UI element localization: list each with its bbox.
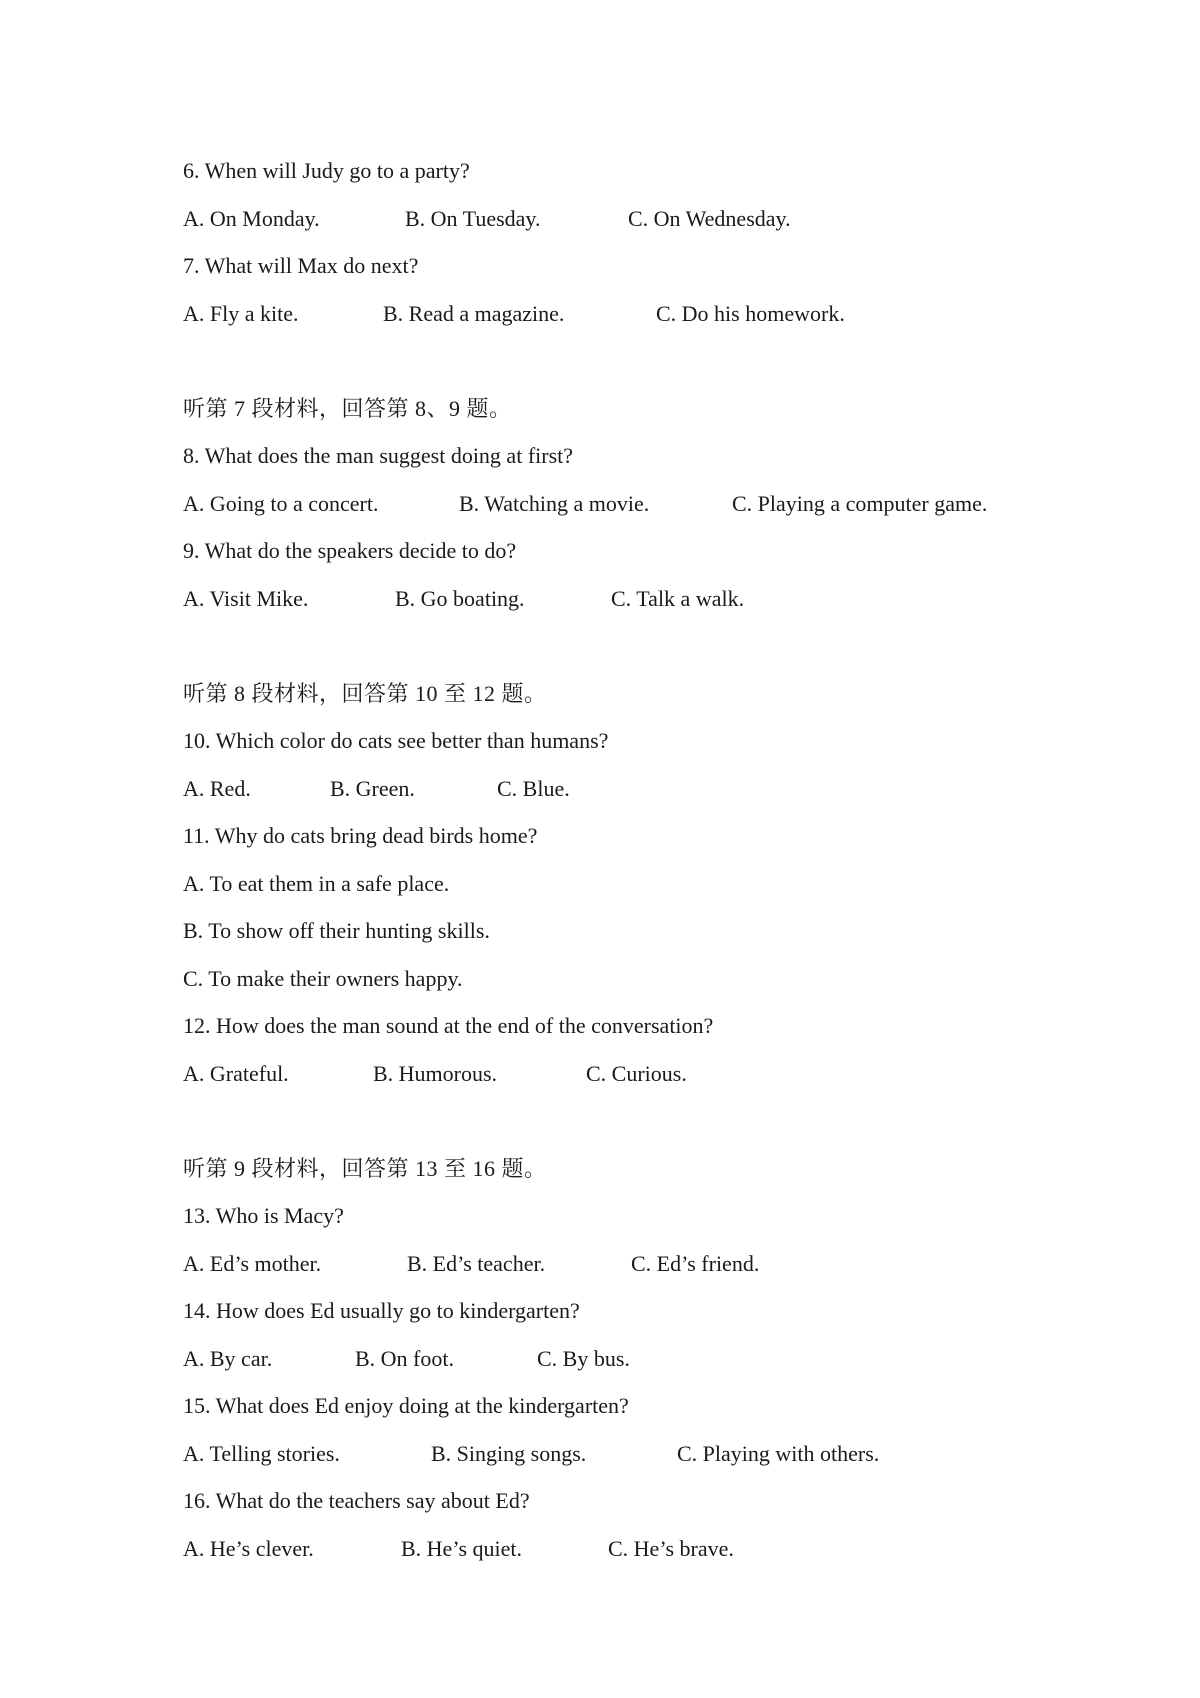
answer-option-c: C. Do his homework. (656, 300, 845, 326)
question-line: A. To eat them in a safe place. (183, 870, 450, 896)
answer-options-row (183, 1436, 1143, 1484)
question-line: 16. What do the teachers say about Ed? (183, 1488, 530, 1513)
section-spacer (183, 343, 1143, 391)
answer-option-b: B. Singing songs. (431, 1440, 587, 1466)
answer-options-row (183, 486, 1143, 534)
answer-option-a: A. Telling stories. (183, 1440, 340, 1466)
answer-option-c: C. Ed’s friend. (631, 1250, 760, 1276)
question-line: B. To show off their hunting skills. (183, 918, 490, 943)
answer-option-c: C. Blue. (497, 775, 570, 801)
answer-option-b: B. He’s quiet. (401, 1535, 522, 1561)
answer-option-a: A. Grateful. (183, 1060, 289, 1086)
question-line: C. To make their owners happy. (183, 965, 463, 991)
answer-option-c: C. On Wednesday. (628, 205, 791, 231)
answer-options-row (183, 1056, 1143, 1104)
answer-option-b: B. Go boating. (395, 585, 525, 611)
answer-option-a: A. Going to a concert. (183, 490, 379, 516)
answer-option-c: C. Talk a walk. (611, 585, 745, 611)
question-line: 13. Who is Macy? (183, 1203, 344, 1228)
answer-options-row (183, 1246, 1143, 1294)
section-heading: 听第 9 段材料，回答第 13 至 16 题。 (183, 1155, 547, 1181)
section-spacer (183, 1103, 1143, 1151)
question-line: 7. What will Max do next? (183, 253, 419, 278)
answer-option-b: B. Green. (330, 775, 415, 801)
answer-option-a: A. By car. (183, 1345, 273, 1371)
answer-option-c: C. Playing a computer game. (732, 490, 988, 516)
question-line: 10. Which color do cats see better than humans? (183, 728, 609, 753)
answer-option-a: A. Ed’s mother. (183, 1250, 322, 1276)
answer-option-b: B. Humorous. (373, 1060, 498, 1086)
answer-option-c: C. He’s brave. (608, 1535, 734, 1561)
answer-option-b: B. On Tuesday. (405, 205, 541, 231)
exam-page (183, 153, 1143, 1578)
question-line: 15. What does Ed enjoy doing at the kindergarten? (183, 1393, 629, 1418)
answer-option-a: A. He’s clever. (183, 1535, 314, 1561)
answer-option-b: B. Ed’s teacher. (407, 1250, 546, 1276)
answer-option-c: C. Playing with others. (677, 1440, 880, 1466)
answer-options-row (183, 1531, 1143, 1579)
answer-options-row (183, 1341, 1143, 1389)
answer-options-row (183, 201, 1143, 249)
question-line: 6. When will Judy go to a party? (183, 158, 470, 183)
answer-option-a: A. Red. (183, 775, 251, 801)
answer-option-b: B. Read a magazine. (383, 300, 565, 326)
answer-option-a: A. Fly a kite. (183, 300, 299, 326)
question-line: 12. How does the man sound at the end of the conversation? (183, 1013, 714, 1038)
answer-option-b: B. Watching a movie. (459, 490, 650, 516)
answer-option-c: C. By bus. (537, 1345, 630, 1371)
section-heading: 听第 7 段材料，回答第 8、9 题。 (183, 395, 512, 421)
answer-options-row (183, 296, 1143, 344)
question-line: 11. Why do cats bring dead birds home? (183, 823, 538, 848)
section-heading: 听第 8 段材料，回答第 10 至 12 题。 (183, 680, 547, 706)
question-line: 14. How does Ed usually go to kindergarten? (183, 1298, 580, 1323)
answer-option-a: A. On Monday. (183, 205, 320, 231)
question-line: 8. What does the man suggest doing at first? (183, 443, 574, 468)
answer-options-row (183, 581, 1143, 629)
answer-option-c: C. Curious. (586, 1060, 687, 1086)
answer-option-b: B. On foot. (355, 1345, 454, 1371)
answer-option-a: A. Visit Mike. (183, 585, 309, 611)
section-spacer (183, 628, 1143, 676)
question-line: 9. What do the speakers decide to do? (183, 538, 517, 563)
answer-options-row (183, 771, 1143, 819)
